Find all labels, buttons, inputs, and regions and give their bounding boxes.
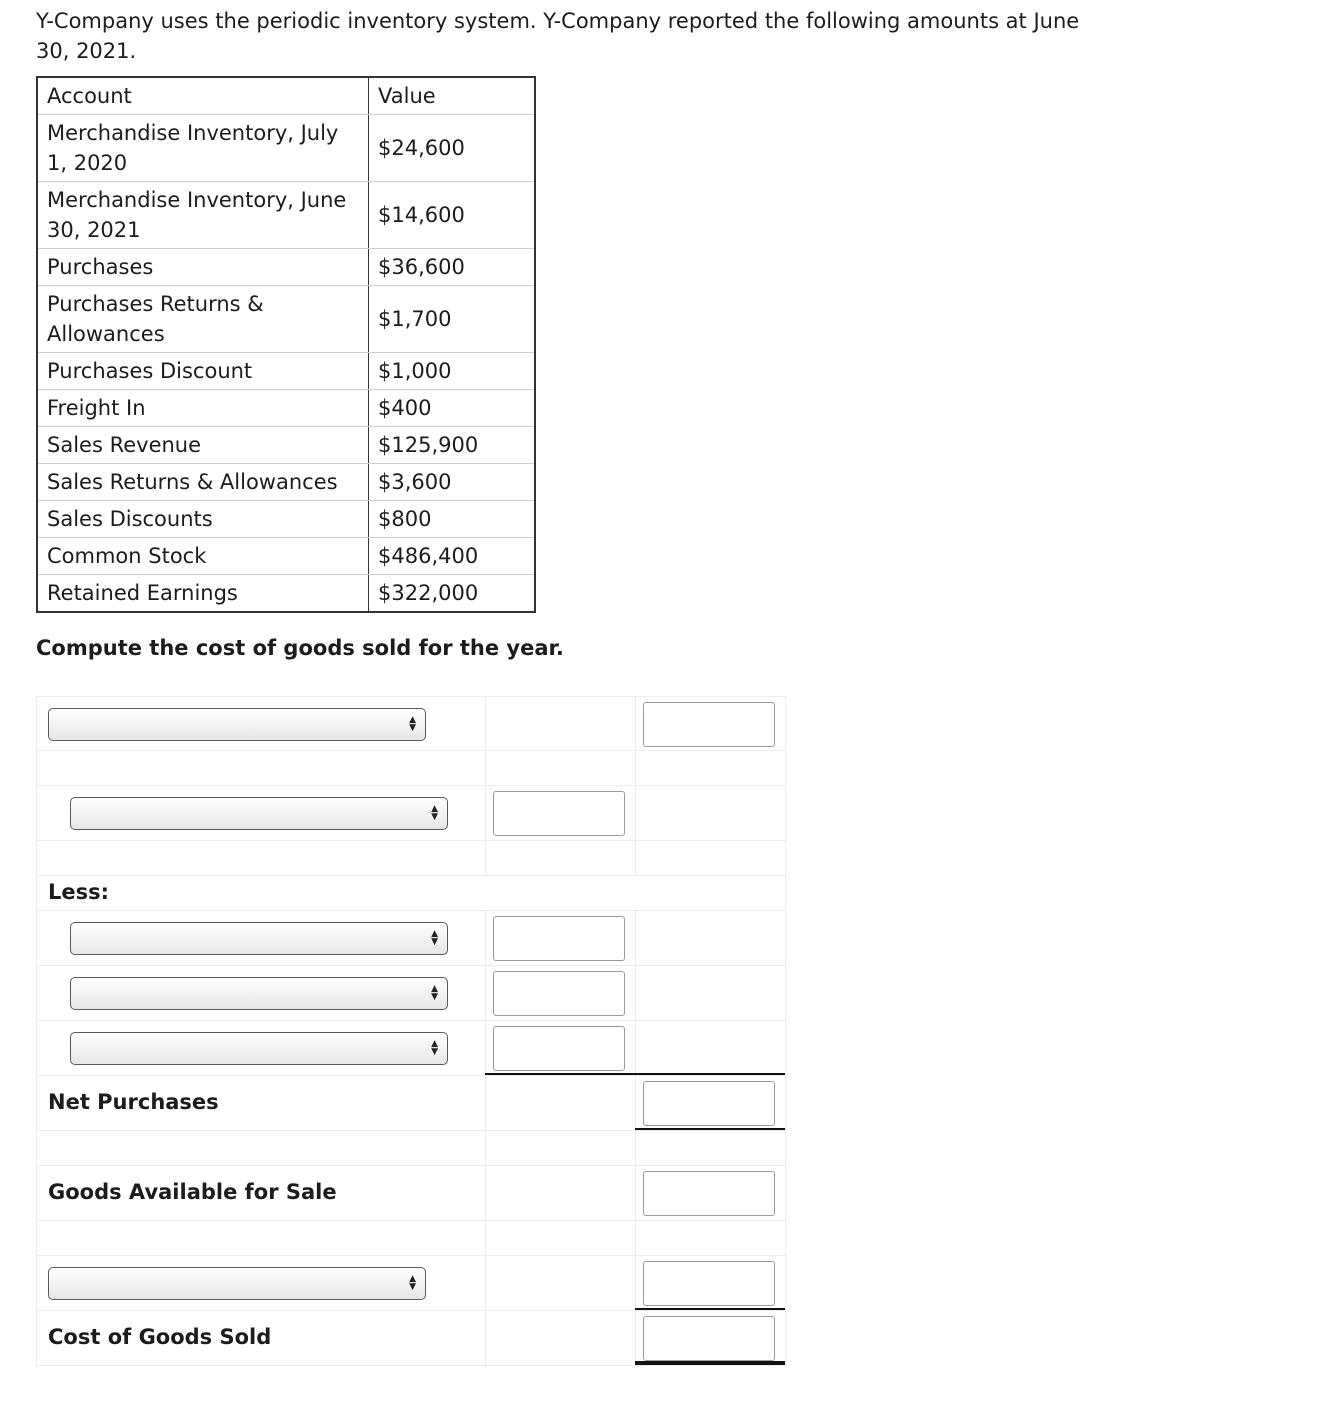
table-row	[37, 353, 535, 390]
account-value: $1,000	[369, 353, 536, 390]
account-value: $3,600	[369, 464, 536, 501]
worksheet-row-beginning	[36, 696, 786, 751]
accounts-table	[36, 76, 536, 613]
amount-input[interactable]	[493, 916, 625, 961]
worksheet-row-less-3	[36, 1021, 786, 1076]
worksheet-row-less-2	[36, 966, 786, 1021]
amount-input[interactable]	[493, 971, 625, 1016]
account-value: $36,600	[369, 249, 536, 286]
worksheet-row-ending	[36, 1256, 786, 1311]
account-name: Sales Discounts	[37, 501, 369, 538]
account-dropdown[interactable]	[48, 708, 426, 741]
worksheet-row-net-purchases	[36, 1076, 786, 1131]
account-dropdown[interactable]	[70, 922, 448, 955]
up-down-arrows-icon: ▲ ▼	[431, 929, 438, 947]
table-row	[37, 249, 535, 286]
table-row	[37, 538, 535, 575]
account-value: $14,600	[369, 182, 536, 249]
account-value: $322,000	[378, 581, 479, 605]
account-value: $486,400	[369, 538, 536, 575]
net-purchases-label: Net Purchases	[48, 1090, 219, 1114]
less-label: Less:	[48, 880, 110, 904]
cogs-worksheet	[36, 696, 786, 1366]
table-row	[37, 182, 535, 249]
worksheet-row-less	[36, 876, 786, 911]
worksheet-spacer-row	[36, 841, 786, 876]
account-name: Sales Revenue	[37, 427, 369, 464]
amount-input[interactable]	[643, 1261, 775, 1306]
account-value: $24,600	[369, 115, 536, 182]
amount-input[interactable]	[643, 702, 775, 747]
up-down-arrows-icon: ▲ ▼	[409, 715, 416, 733]
account-value: $125,900	[369, 427, 536, 464]
amount-input[interactable]	[493, 1026, 625, 1071]
worksheet-spacer-row	[36, 1221, 786, 1256]
worksheet-row-cogs	[36, 1311, 786, 1366]
account-name: Purchases Discount	[37, 353, 369, 390]
account-dropdown[interactable]	[70, 1032, 448, 1065]
up-down-arrows-icon: ▲ ▼	[431, 984, 438, 1002]
account-value: $400	[369, 390, 536, 427]
worksheet-row-goods-available	[36, 1166, 786, 1221]
account-name: Purchases	[37, 249, 369, 286]
account-name: Sales Returns & Allowances	[37, 464, 369, 501]
table-row	[37, 575, 535, 613]
account-value: $800	[369, 501, 536, 538]
worksheet-spacer-row	[36, 1131, 786, 1166]
table-row	[37, 115, 535, 182]
account-name: Retained Earnings	[37, 575, 369, 613]
amount-input[interactable]	[493, 791, 625, 836]
table-header-row	[37, 77, 535, 115]
table-row	[37, 464, 535, 501]
account-name: Freight In	[37, 390, 369, 427]
account-value: $1,700	[369, 286, 536, 353]
account-dropdown[interactable]	[70, 977, 448, 1010]
goods-available-label: Goods Available for Sale	[48, 1180, 337, 1204]
amount-input[interactable]	[643, 1081, 775, 1126]
account-name: Merchandise Inventory, June 30, 2021	[37, 182, 369, 249]
amount-input[interactable]	[643, 1171, 775, 1216]
up-down-arrows-icon: ▲ ▼	[431, 1039, 438, 1057]
table-row	[37, 390, 535, 427]
up-down-arrows-icon: ▲ ▼	[431, 804, 438, 822]
account-name: Merchandise Inventory, July 1, 2020	[37, 115, 369, 182]
header-account: Account	[37, 77, 369, 115]
worksheet-spacer-row	[36, 751, 786, 786]
worksheet-row-purchases	[36, 786, 786, 841]
question-prompt: Compute the cost of goods sold for the year.	[36, 636, 564, 660]
up-down-arrows-icon: ▲ ▼	[409, 1274, 416, 1292]
cogs-label: Cost of Goods Sold	[48, 1325, 272, 1349]
account-name: Common Stock	[37, 538, 369, 575]
table-row	[37, 501, 535, 538]
table-row	[37, 286, 535, 353]
worksheet-row-less-1	[36, 911, 786, 966]
table-row	[37, 427, 535, 464]
account-dropdown[interactable]	[70, 797, 448, 830]
question-intro: Y-Company uses the periodic inventory system. Y-Company reported the following amounts at June 30, 2021.	[36, 9, 1080, 63]
header-value: Value	[369, 77, 536, 115]
account-dropdown[interactable]	[48, 1267, 426, 1300]
account-name: Purchases Returns & Allowances	[37, 286, 369, 353]
amount-input[interactable]	[643, 1316, 775, 1361]
